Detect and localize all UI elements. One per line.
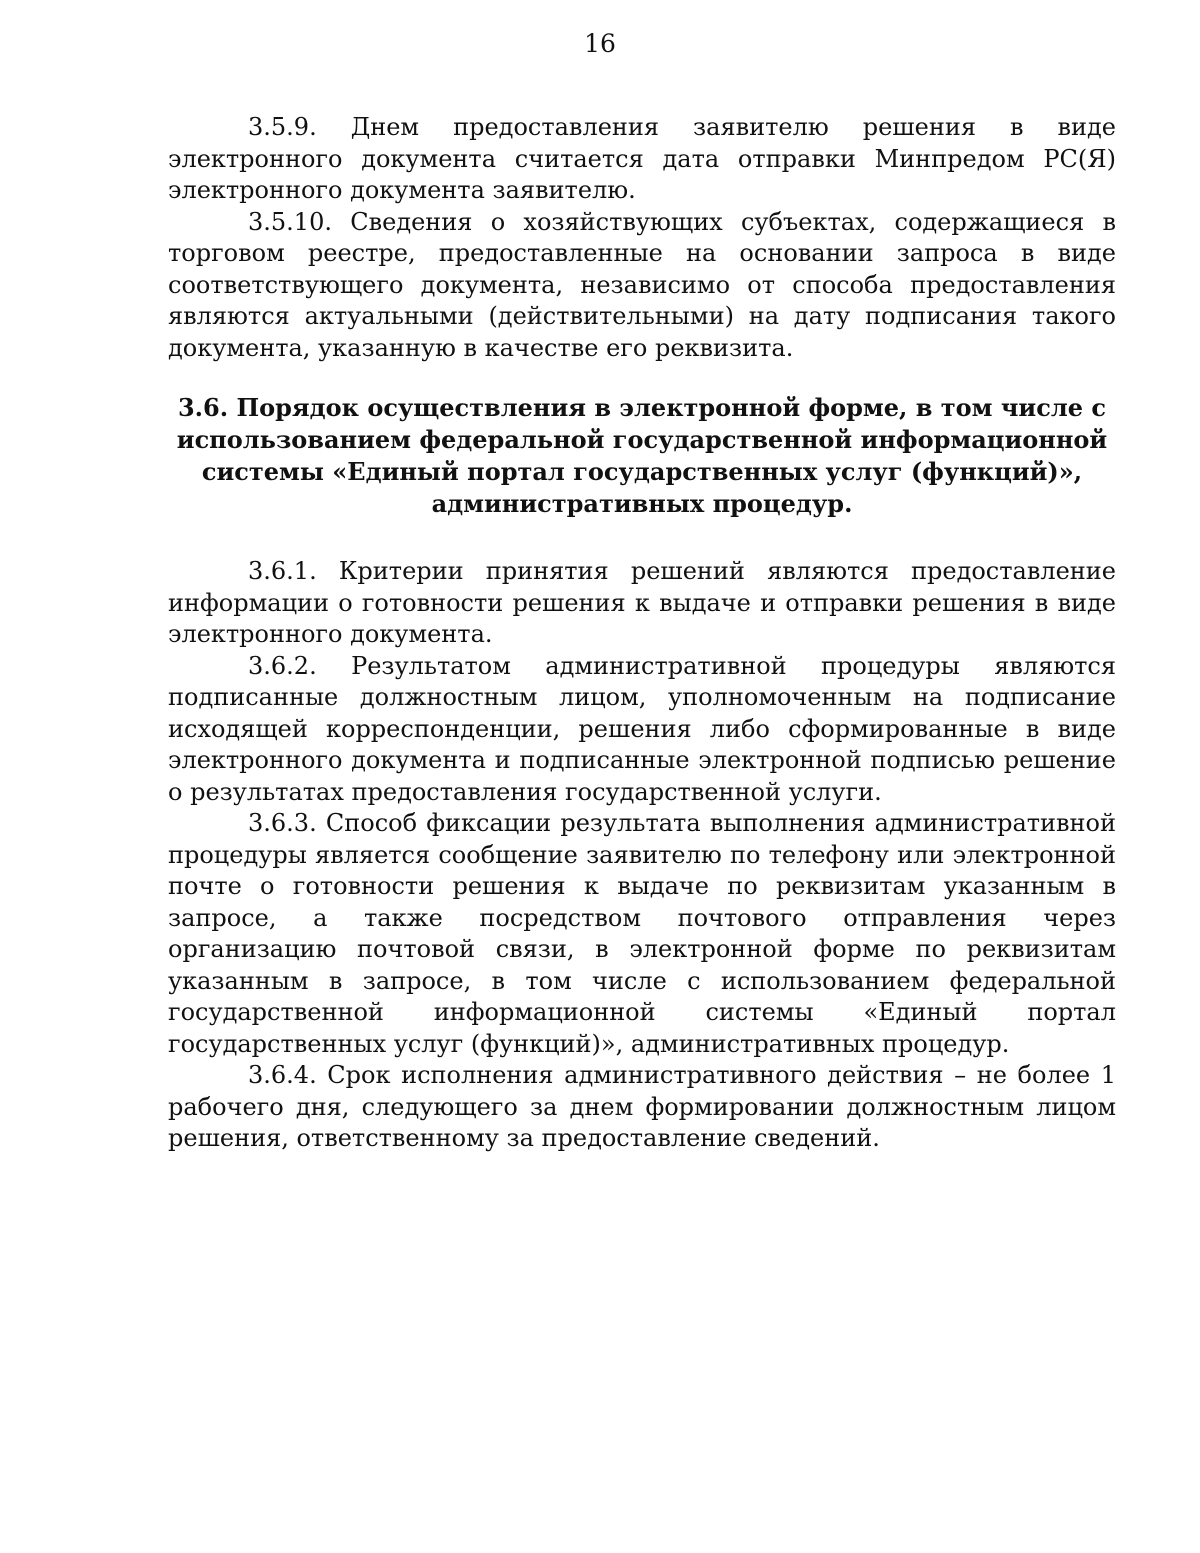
section-heading-3-6: 3.6. Порядок осуществления в электронной форме, в том числе с использованием федеральной государственной информационной системы «Единый портал государственных услуг (функций)», административных процедур. [176, 393, 1108, 518]
paragraph-3-6-1: 3.6.1. Критерии принятия решений являются предоставление информации о готовности решения к выдаче и отправки решения в виде электронного документа. [168, 557, 1116, 648]
paragraph-3-5-9: 3.5.9. Днем предоставления заявителю решения в виде электронного документа считается дата отправки Минпредом РС(Я) электронного документа заявителю. [168, 113, 1116, 204]
document-body [168, 112, 1116, 1155]
page-number: 16 [584, 29, 616, 58]
paragraph-3-5-10: 3.5.10. Сведения о хозяйствующих субъектах, содержащиеся в торговом реестре, предоставленные на основании запроса в виде соответствующего документа, независимо от способа предоставления являются актуальными (действительными) на дату подписания такого документа, указанную в качестве его реквизита. [168, 207, 1116, 362]
paragraph-3-6-3: 3.6.3. Способ фиксации результата выполнения административной процедуры является сообщение заявителю по телефону или электронной почте о готовности решения к выдаче по реквизитам указанным в запросе, а также посредством почтового отправления через организацию почтовой связи, в электронной форме по реквизитам указанным в запросе, в том числе с использованием федеральной государственной информационной системы «Единый портал государственных услуг (функций)», административных процедур. [168, 809, 1116, 1058]
paragraph-3-6-4: 3.6.4. Срок исполнения административного действия – не более 1 рабочего дня, следующего за днем формировании должностным лицом решения, ответственному за предоставление сведений. [168, 1061, 1116, 1152]
paragraph-3-6-2: 3.6.2. Результатом административной процедуры являются подписанные должностным лицом, уполномоченным на подписание исходящей корреспонденции, решения либо сформированные в виде электронного документа и подписанные электронной подписью решение о результатах предоставления государственной услуги. [168, 651, 1116, 806]
